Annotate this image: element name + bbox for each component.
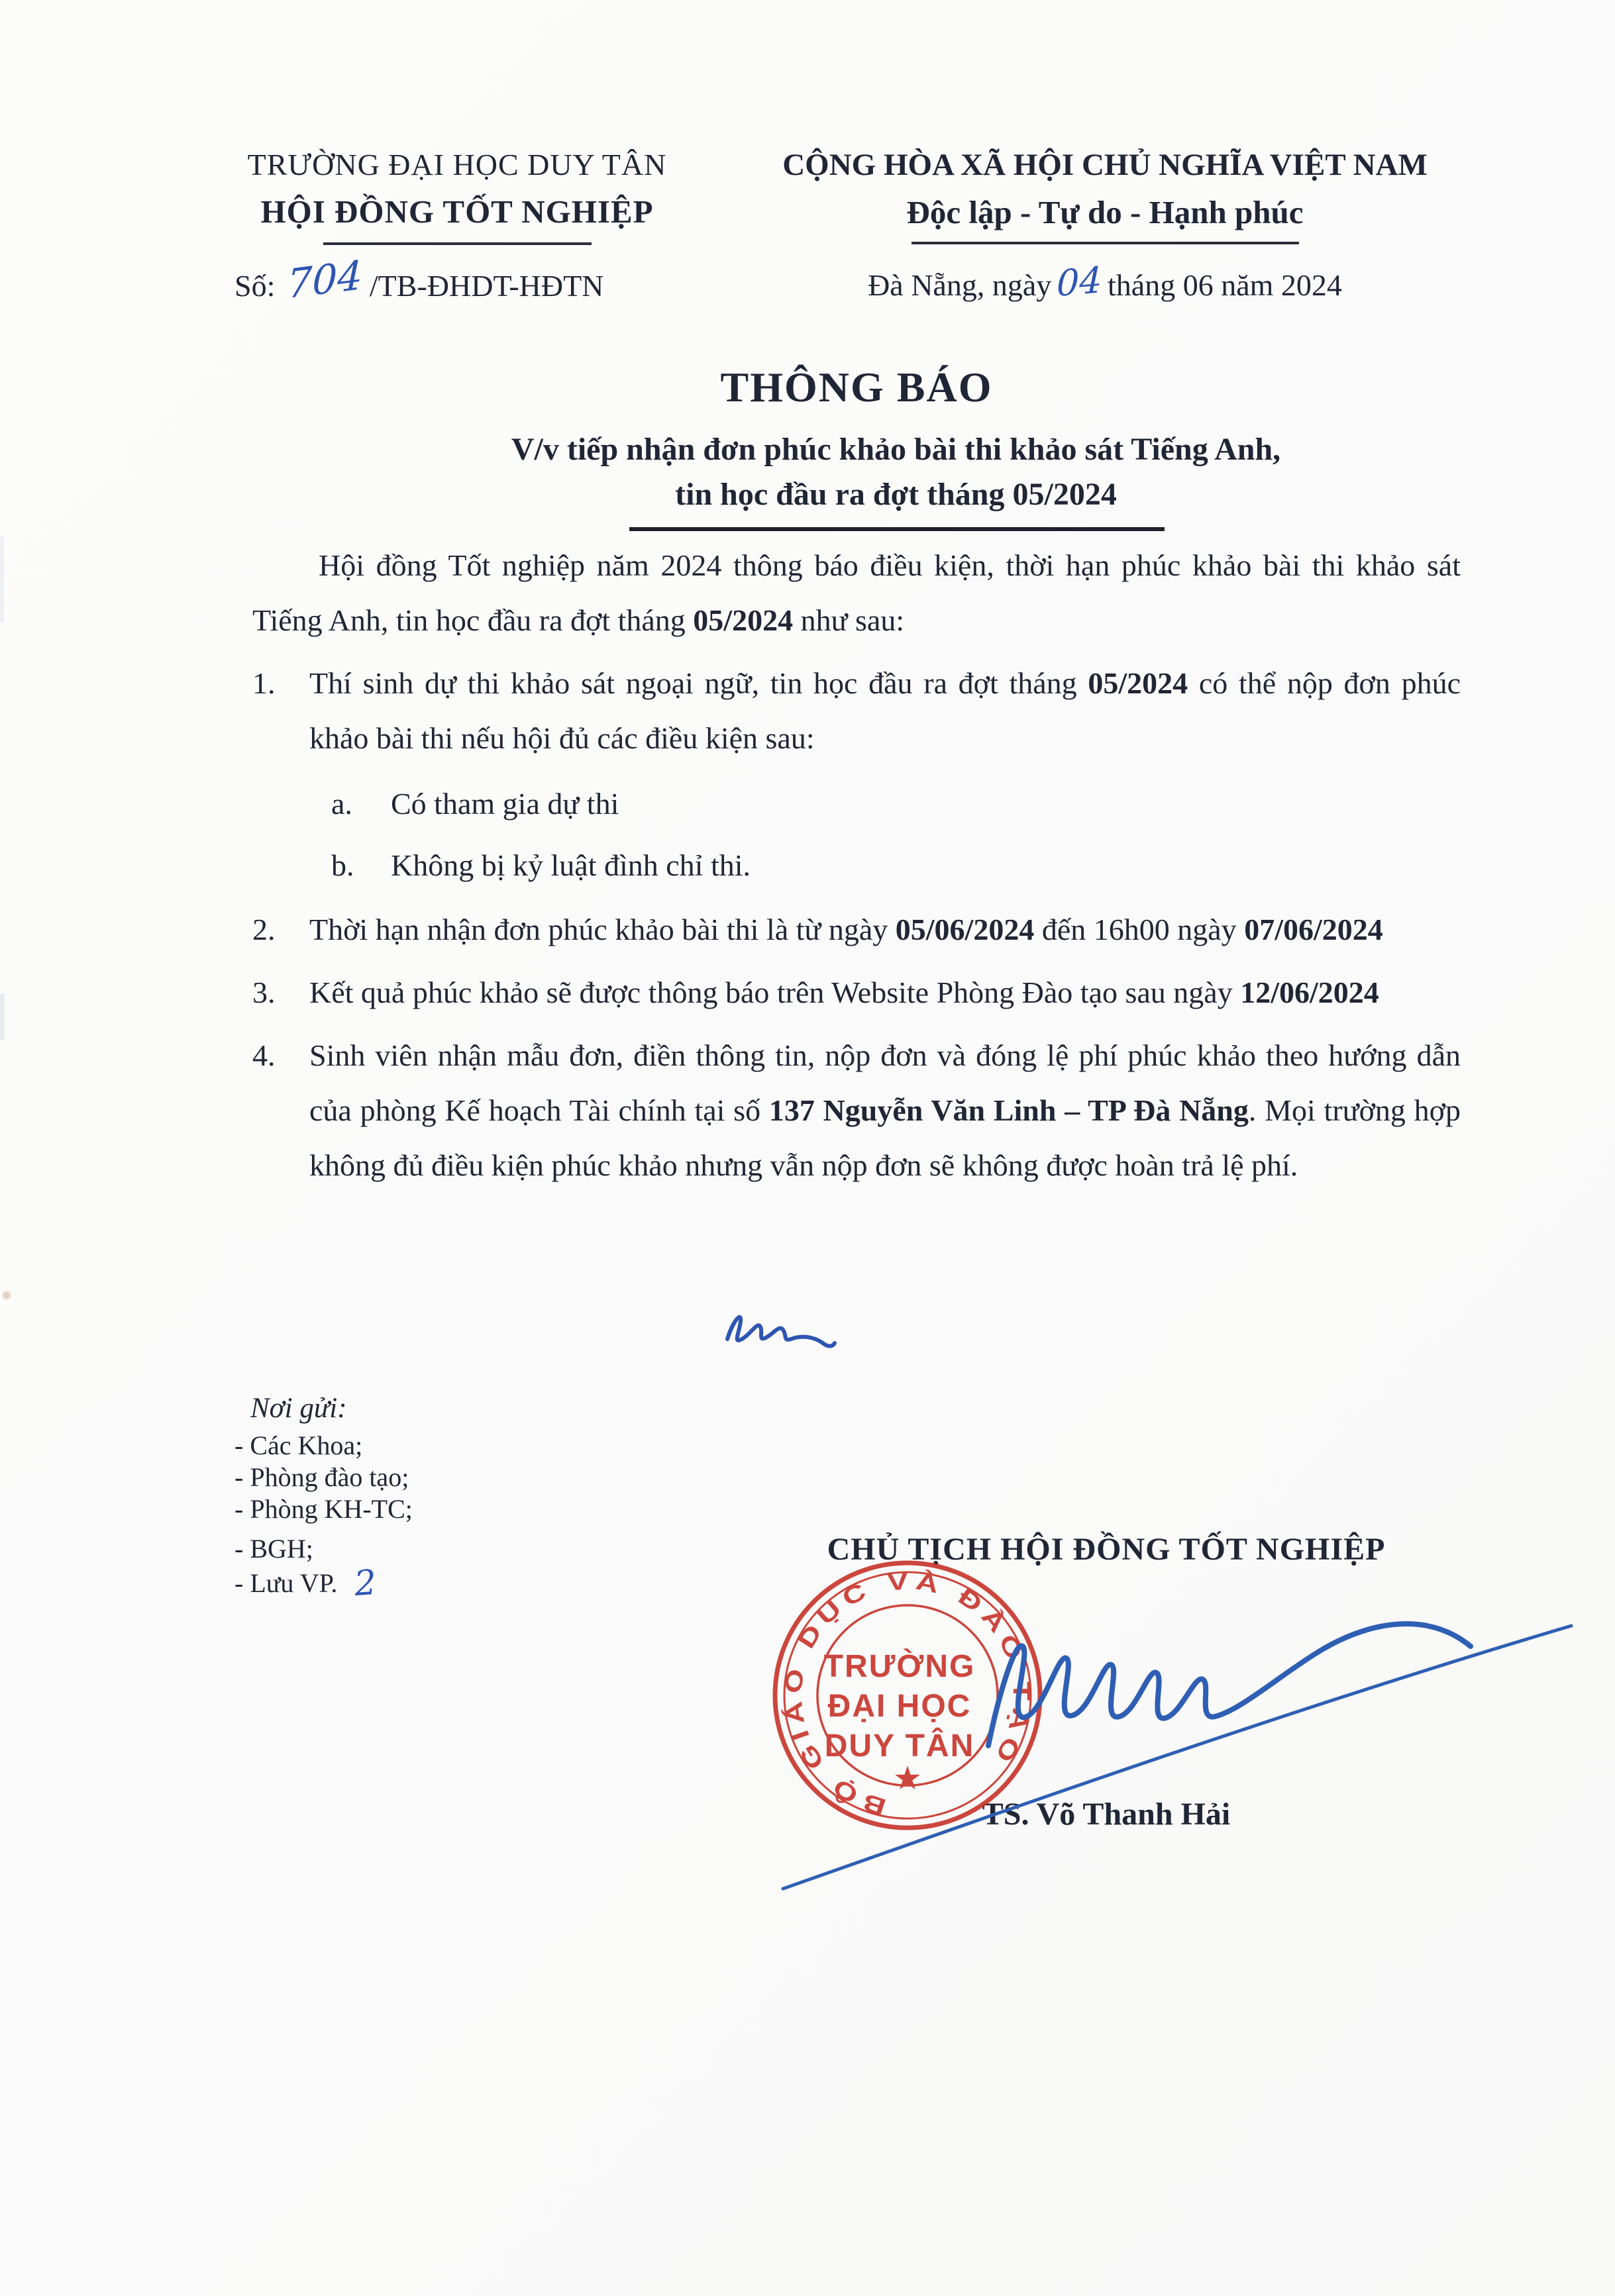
signature-title: CHỦ TỊCH HỘI ĐỒNG TỐT NGHIỆP: [827, 1532, 1386, 1567]
stamp-outer-ring: [775, 1563, 1040, 1828]
text-segment: có thể nộp đơn phúc khảo bài thi nếu hội đủ các điều kiện sau:: [309, 666, 1461, 755]
text-segment: Có tham gia dự thi: [391, 787, 619, 821]
notice-title: THÔNG BÁO: [720, 364, 993, 411]
scan-smudge: [0, 993, 5, 1040]
text-segment: Thí sinh dự thi khảo sát ngoại ngữ, tin học đầu ra đợt tháng: [309, 666, 1088, 700]
text-segment: . Mọi trường hợp không đủ điều kiện phúc khảo nhưng vẫn nộp đơn sẽ không được hoàn trả lệ phí.: [309, 1093, 1461, 1182]
text-segment: như sau:: [793, 603, 905, 637]
bold-address: 137 Nguyễn Văn Linh – TP Đà Nẵng: [768, 1093, 1249, 1127]
bold-end-date: 07/06/2024: [1244, 913, 1383, 946]
document-number-suffix: /TB-ĐHDT-HĐTN: [369, 269, 604, 303]
signature-tail-stroke: [783, 1626, 1571, 1889]
handwritten-initial-scribble: [727, 1317, 835, 1346]
date-suffix: tháng 06 năm 2024: [1108, 268, 1342, 302]
list-number: 4.: [252, 1038, 276, 1072]
sub-item-letter: b.: [331, 848, 354, 882]
bold-result-date: 12/06/2024: [1240, 975, 1379, 1009]
national-header-block: [760, 147, 1449, 244]
notice-body: [252, 538, 1461, 1201]
text-segment: đến 16h00 ngày: [1034, 913, 1245, 946]
list-number: 1.: [252, 666, 276, 700]
header-left-underline: [323, 242, 592, 245]
recipient-line: - Các Khoa;: [234, 1430, 363, 1460]
date-prefix: Đà Nẵng, ngày: [868, 268, 1052, 302]
recipient-text: - Lưu VP.: [234, 1568, 338, 1598]
text-segment: Không bị kỷ luật đình chỉ thi.: [391, 848, 751, 882]
list-number: 2.: [252, 913, 276, 946]
sub-item-letter: a.: [331, 787, 352, 821]
document-number-handwritten: 704: [287, 252, 364, 309]
signature-loops-stroke: [988, 1624, 1471, 1746]
recipients-label: Nơi gửi:: [250, 1393, 347, 1424]
official-stamp: [775, 1563, 1040, 1828]
council-name: HỘI ĐỒNG TỐT NGHIỆP: [260, 193, 654, 230]
document-number-line: [234, 252, 604, 309]
place-date-line: [760, 258, 1449, 305]
text-segment: Kết quả phúc khảo sẽ được thông báo trên Website Phòng Đào tạo sau ngày: [309, 975, 1241, 1009]
issuing-org-block: [225, 147, 689, 245]
recipient-line: [234, 1562, 413, 1605]
header-right-underline: [912, 242, 1299, 244]
date-day-handwritten: 04: [1056, 258, 1103, 305]
sub-item-b: [252, 838, 1461, 893]
stamp-center-line3: DUY TÂN: [824, 1728, 975, 1764]
recipient-line: - Phòng đào tạo;: [234, 1462, 409, 1492]
university-name: TRƯỜNG ĐẠI HỌC DUY TÂN: [247, 148, 667, 181]
signature: [783, 1624, 1571, 1889]
stamp-center-line2: ĐẠI HỌC: [827, 1689, 972, 1724]
list-number: 3.: [252, 975, 276, 1009]
text-segment: Thời hạn nhận đơn phúc khảo bài thi là từ ngày: [309, 913, 896, 946]
stamp-star-icon: ★: [894, 1762, 921, 1795]
stamp-center-line1: TRƯỜNG: [823, 1649, 976, 1684]
signer-name: TS. Võ Thanh Hải: [982, 1797, 1231, 1832]
recipients-block: [234, 1393, 413, 1605]
text-segment: Sinh viên nhận mẫu đơn, điền thông tin, nộp đơn và đóng lệ phí phúc khảo theo hướng dẫn của phòng Kế hoạch Tài chính tại số: [309, 1038, 1461, 1127]
notice-subtitle-1: V/v tiếp nhận đơn phúc khảo bài thi khảo sát Tiếng Anh,: [511, 432, 1281, 467]
list-item-3: [252, 965, 1461, 1020]
bold-batch-date: 05/2024: [693, 603, 794, 637]
document-number-label: Số:: [234, 269, 276, 303]
sub-item-a: [252, 776, 1461, 831]
stamp-outer-ring-inner-line: [784, 1572, 1031, 1819]
recipient-line: - Phòng KH-TC;: [234, 1494, 413, 1524]
list-item-4: [252, 1028, 1461, 1193]
scan-speck: [3, 1291, 11, 1299]
archive-copies-handwritten: 2: [353, 1562, 378, 1605]
national-motto: Độc lập - Tự do - Hạnh phúc: [906, 194, 1304, 230]
notice-title-block: [252, 363, 1461, 531]
intro-paragraph: [252, 538, 1461, 648]
list-item-1: [252, 656, 1461, 766]
bold-batch-date: 05/2024: [1088, 666, 1188, 700]
notice-subtitle-2: tin học đầu ra đợt tháng 05/2024: [675, 477, 1117, 512]
country-name: CỘNG HÒA XÃ HỘI CHỦ NGHĨA VIỆT NAM: [782, 148, 1428, 182]
list-item-2: [252, 902, 1461, 957]
recipient-line: - BGH;: [234, 1534, 313, 1564]
bold-start-date: 05/06/2024: [895, 913, 1035, 946]
stamp-inner-ring: [817, 1605, 998, 1785]
title-underline: [629, 527, 1165, 531]
stamp-ring-text: BỘ GIÁO DỤC VÀ ĐÀO TẠO: [778, 1567, 1036, 1821]
text-segment: Hội đồng Tốt nghiệp năm 2024 thông báo điều kiện, thời hạn phúc khảo bài thi khảo sát Tiếng Anh, tin học đầu ra đợt tháng: [252, 548, 1461, 637]
scan-smudge: [0, 536, 4, 623]
